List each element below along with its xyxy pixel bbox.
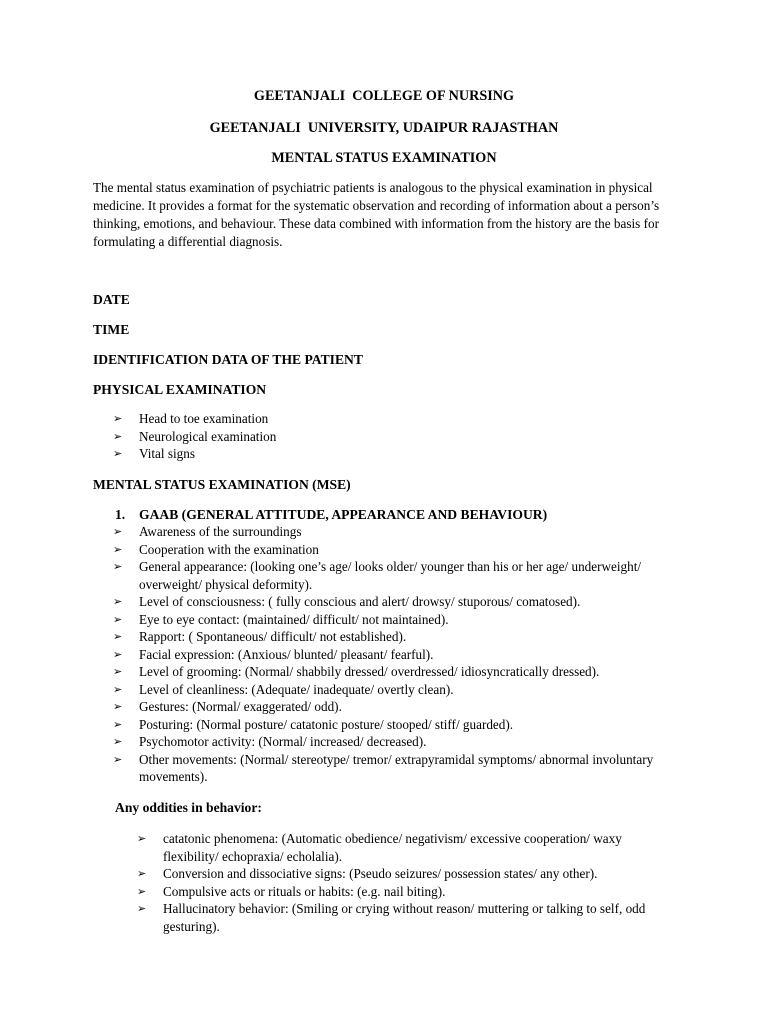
list-item: ➢ Level of cleanliness: (Adequate/ inadequate/ overtly clean). bbox=[113, 681, 454, 697]
list-item: ➢ Cooperation with the examination bbox=[113, 541, 319, 557]
list-item: ➢ Compulsive acts or rituals or habits: (e.g. nail biting). bbox=[137, 883, 446, 899]
time-heading: TIME bbox=[93, 322, 130, 337]
arrow-bullet-icon: ➢ bbox=[113, 682, 123, 696]
arrow-bullet-icon: ➢ bbox=[137, 902, 147, 915]
university-name: GEETANJALI UNIVERSITY, UDAIPUR RAJASTHAN bbox=[209, 120, 559, 136]
list-item: ➢ catatonic phenomena: (Automatic obedience/ negativism/ excessive cooperation/ waxy flexibility/ echopraxia/ echolalia). bbox=[137, 831, 622, 864]
physical-examination-heading: PHYSICAL EXAMINATION bbox=[93, 382, 267, 397]
oddities-list bbox=[137, 830, 667, 935]
mse-heading: MENTAL STATUS EXAMINATION (MSE) bbox=[93, 477, 351, 492]
list-item: ➢ Psychomotor activity: (Normal/ increased/ decreased). bbox=[113, 734, 427, 749]
arrow-bullet-icon: ➢ bbox=[137, 884, 147, 898]
intro-paragraph: The mental status examination of psychiatric patients is analogous to the physical examination in physical medicine. It provides a format for the systematic observation and recording of information about a person’s thinking, emotions, and behaviour. These data combined with information from the history are the basis for formulating a differential diagnosis. bbox=[93, 180, 660, 249]
arrow-bullet-icon: ➢ bbox=[113, 612, 123, 626]
identification-heading: IDENTIFICATION DATA OF THE PATIENT bbox=[93, 352, 363, 367]
arrow-bullet-icon: ➢ bbox=[113, 735, 123, 748]
gaab-number: 1. bbox=[115, 507, 126, 522]
arrow-bullet-icon: ➢ bbox=[113, 560, 123, 573]
list-item: ➢ General appearance: (looking one’s age/ looks older/ younger than his or her age/ underweight/ overweight/ physical deformity). bbox=[113, 559, 642, 592]
list-item: ➢ Facial expression: (Anxious/ blunted/ pleasant/ fearful). bbox=[113, 646, 434, 662]
list-item: ➢ Rapport: ( Spontaneous/ difficult/ not established). bbox=[113, 629, 407, 644]
college-name: GEETANJALI COLLEGE OF NURSING bbox=[253, 88, 515, 104]
arrow-bullet-icon: ➢ bbox=[113, 752, 123, 766]
list-item: ➢ Posturing: (Normal posture/ catatonic posture/ stooped/ stiff/ guarded). bbox=[113, 716, 514, 732]
list-item: ➢ Level of grooming: (Normal/ shabbily dressed/ overdressed/ idiosyncratically dressed). bbox=[113, 664, 600, 679]
gaab-list bbox=[113, 523, 673, 786]
list-item: ➢ Vital signs bbox=[113, 446, 195, 461]
list-item: ➢ Neurological examination bbox=[113, 428, 277, 444]
arrow-bullet-icon: ➢ bbox=[113, 412, 123, 425]
physical-examination-list bbox=[113, 410, 673, 463]
arrow-bullet-icon: ➢ bbox=[137, 867, 147, 880]
arrow-bullet-icon: ➢ bbox=[113, 700, 123, 713]
arrow-bullet-icon: ➢ bbox=[113, 647, 123, 661]
list-item: ➢ Other movements: (Normal/ stereotype/ tremor/ extrapyramidal symptoms/ abnormal involuntary movements). bbox=[113, 751, 654, 784]
gaab-title: GAAB (GENERAL ATTITUDE, APPEARANCE AND BEHAVIOUR) bbox=[139, 507, 548, 522]
arrow-bullet-icon: ➢ bbox=[113, 717, 123, 731]
list-item: ➢ Conversion and dissociative signs: (Pseudo seizures/ possession states/ any other). bbox=[137, 866, 598, 881]
arrow-bullet-icon: ➢ bbox=[113, 595, 123, 608]
arrow-bullet-icon: ➢ bbox=[137, 832, 147, 845]
arrow-bullet-icon: ➢ bbox=[113, 665, 123, 678]
list-item: ➢ Awareness of the surroundings bbox=[113, 524, 302, 539]
oddities-heading: Any oddities in behavior: bbox=[115, 800, 262, 815]
list-item: ➢ Eye to eye contact: (maintained/ difficult/ not maintained). bbox=[113, 611, 449, 627]
arrow-bullet-icon: ➢ bbox=[113, 542, 123, 556]
list-item: ➢ Level of consciousness: ( fully conscious and alert/ drowsy/ stuporous/ comatosed). bbox=[113, 594, 581, 609]
list-item: ➢ Gestures: (Normal/ exaggerated/ odd). bbox=[113, 699, 342, 714]
list-item: ➢ Head to toe examination bbox=[113, 411, 269, 426]
arrow-bullet-icon: ➢ bbox=[113, 525, 123, 538]
date-heading: DATE bbox=[93, 292, 130, 307]
arrow-bullet-icon: ➢ bbox=[113, 447, 123, 460]
arrow-bullet-icon: ➢ bbox=[113, 429, 123, 443]
list-item: ➢ Hallucinatory behavior: (Smiling or crying without reason/ muttering or talking to self, odd gesturing). bbox=[137, 901, 646, 934]
arrow-bullet-icon: ➢ bbox=[113, 630, 123, 643]
document-title: MENTAL STATUS EXAMINATION bbox=[271, 150, 497, 166]
